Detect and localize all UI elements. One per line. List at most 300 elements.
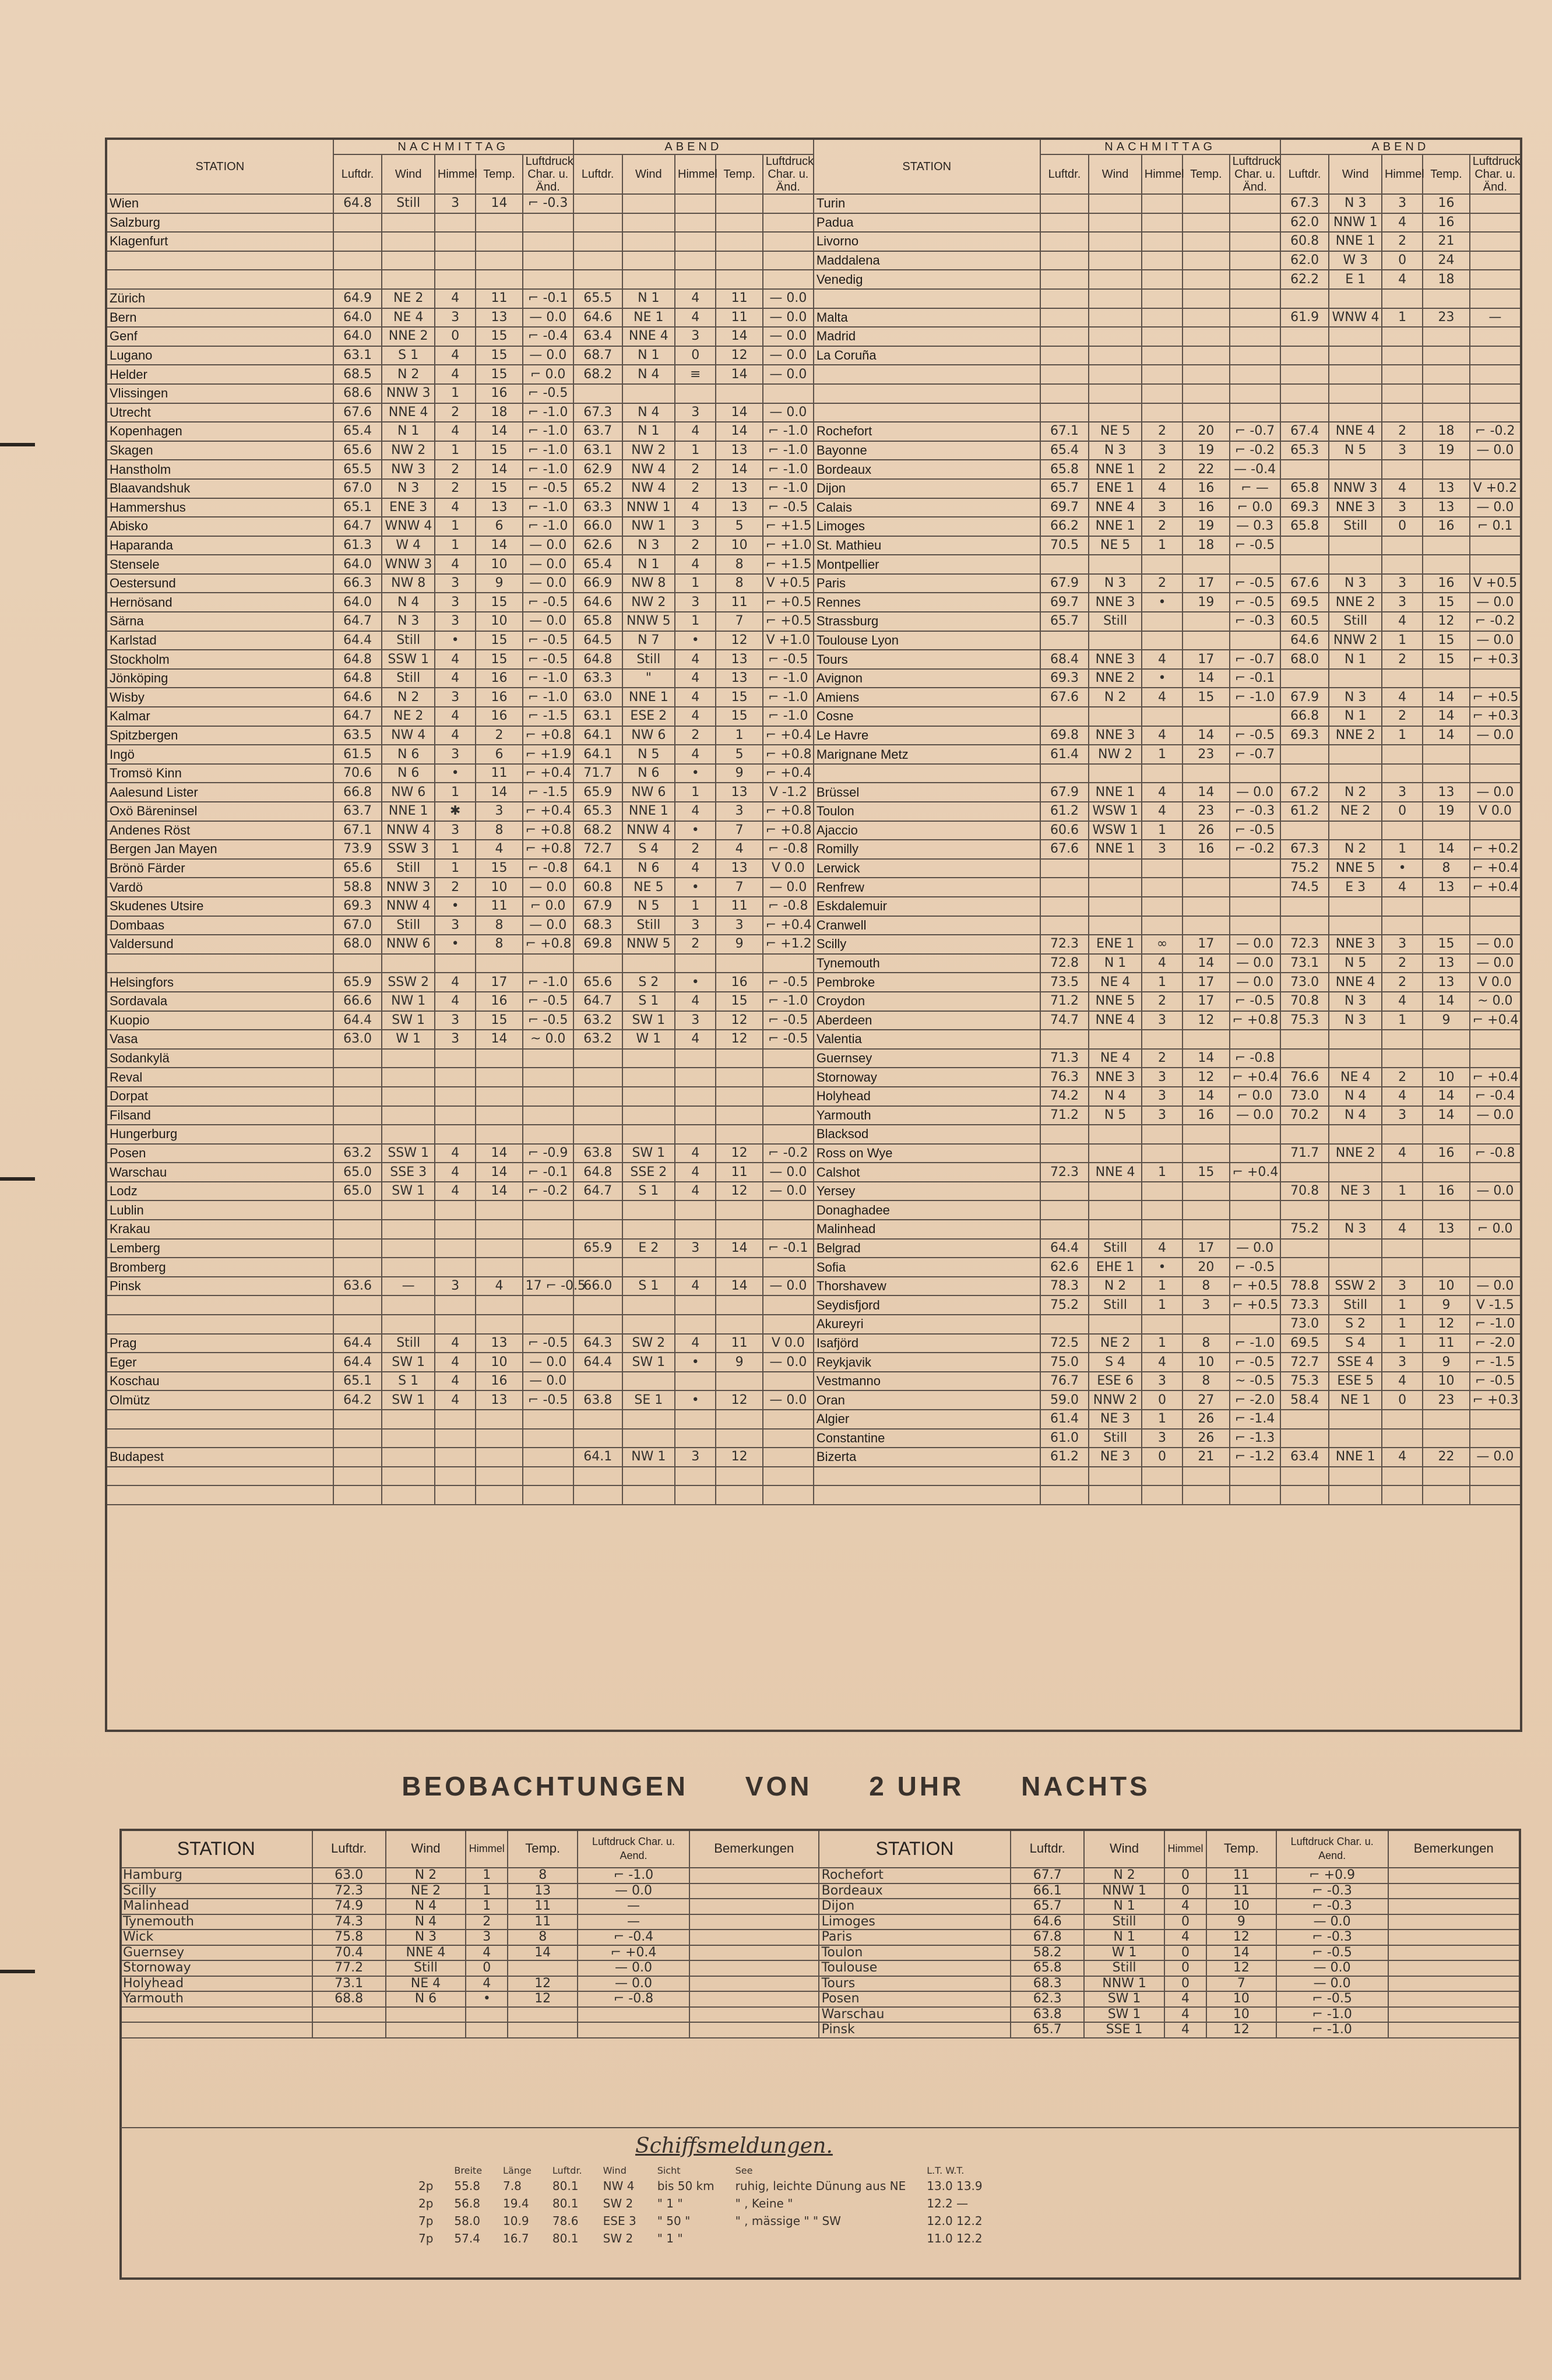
ship-reports-table bbox=[408, 2163, 993, 2247]
wind-value: WSW 1 bbox=[1089, 802, 1141, 821]
temp-value: 16 bbox=[476, 669, 522, 688]
temp-value: 26 bbox=[1183, 1429, 1229, 1448]
luftdr-value: 75.0 bbox=[1040, 1353, 1089, 1372]
himmel-value: 3 bbox=[435, 612, 476, 631]
pressure-change-value: ⌐ -1.0 bbox=[763, 479, 814, 498]
pressure-change-value: ⌐ -0.5 bbox=[763, 1011, 814, 1030]
luftdr-value: 64.7 bbox=[573, 992, 622, 1011]
pressure-change-value: ⌐ -1.0 bbox=[578, 1868, 689, 1883]
wind-value: W 3 bbox=[1329, 251, 1381, 270]
temp-value: 24 bbox=[1423, 251, 1469, 270]
temp-value: 22 bbox=[1423, 1448, 1469, 1467]
pressure-change-value: ⌐ -0.4 bbox=[578, 1930, 689, 1945]
station-name: Vasa bbox=[107, 1030, 333, 1049]
station-name: Thorshavew bbox=[814, 1277, 1040, 1296]
wind-value: SSE 1 bbox=[1084, 2022, 1164, 2038]
himmel-value: 4 bbox=[1142, 1353, 1183, 1372]
wind-value: SSE 2 bbox=[622, 1163, 675, 1182]
himmel-value: 4 bbox=[1382, 688, 1423, 707]
ship-report-value: 80.1 bbox=[552, 2196, 579, 2210]
station-name: St. Mathieu bbox=[814, 536, 1040, 555]
main-frame bbox=[105, 138, 1522, 1732]
luftdr-value: 70.2 bbox=[1280, 1106, 1329, 1125]
pressure-change-value: — 0.0 bbox=[1276, 1960, 1388, 1976]
station-name: Stockholm bbox=[107, 650, 333, 669]
himmel-value: 1 bbox=[675, 574, 716, 593]
station-name: Toulon bbox=[819, 1945, 1011, 1961]
temp-value: 13 bbox=[716, 783, 762, 802]
station-name: Tours bbox=[819, 1976, 1011, 1992]
ship-report-value: 80.1 bbox=[552, 2231, 579, 2245]
ship-reports-body bbox=[408, 2163, 993, 2247]
pressure-change-value: ⌐ +1.5 bbox=[763, 555, 814, 574]
temp-value: 10 bbox=[1206, 1899, 1276, 1914]
wind-value: Still bbox=[386, 1960, 466, 1976]
luftdr-value: 73.1 bbox=[312, 1976, 386, 1992]
wind-value: N 5 bbox=[1089, 1106, 1141, 1125]
station-name: Vestmanno bbox=[814, 1372, 1040, 1391]
wind-value: N 1 bbox=[622, 346, 675, 365]
temp-value: 14 bbox=[716, 1277, 762, 1296]
wind-value: NNE 4 bbox=[386, 1945, 466, 1961]
himmel-value: 3 bbox=[1382, 1106, 1423, 1125]
temp-value: 13 bbox=[476, 498, 522, 517]
luftdr-value: 65.4 bbox=[573, 555, 622, 574]
wind-value: NNW 4 bbox=[382, 897, 434, 916]
wind-value: N 3 bbox=[1329, 574, 1381, 593]
wind-value: N 2 bbox=[1329, 783, 1381, 802]
temp-value: 11 bbox=[1206, 1883, 1276, 1899]
temp-value: 14 bbox=[476, 1144, 522, 1163]
wind-value: NNE 3 bbox=[1329, 498, 1381, 517]
temp-value: 8 bbox=[476, 916, 522, 935]
luftdr-value: 65.1 bbox=[333, 1372, 382, 1391]
pressure-change-value: ⌐ -1.0 bbox=[1276, 2007, 1388, 2023]
pressure-change-value: — 0.0 bbox=[523, 346, 573, 365]
himmel-value: 1 bbox=[435, 536, 476, 555]
pressure-change-value: ⌐ -0.5 bbox=[1276, 1991, 1388, 2007]
luftdr-value: 67.6 bbox=[333, 403, 382, 423]
temp-value: 10 bbox=[476, 1353, 522, 1372]
himmel-value: 1 bbox=[435, 783, 476, 802]
temp-value: 14 bbox=[716, 327, 762, 346]
station-name: Montpellier bbox=[814, 555, 1040, 574]
pressure-change-value: ⌐ -1.0 bbox=[523, 517, 573, 536]
wind-value: NE 1 bbox=[622, 308, 675, 328]
luftdr-value: 70.6 bbox=[333, 764, 382, 783]
ship-report-value bbox=[725, 2230, 917, 2247]
himmel-value: 2 bbox=[1142, 992, 1183, 1011]
station-name: Isafjörd bbox=[814, 1334, 1040, 1353]
wind-value: NW 1 bbox=[622, 1448, 675, 1467]
temp-value: 12 bbox=[1423, 1315, 1469, 1334]
himmel-value: • bbox=[1382, 859, 1423, 878]
pressure-change-value: ⌐ +0.5 bbox=[1470, 688, 1521, 707]
luftdr-value: 64.1 bbox=[573, 745, 622, 764]
luftdr-value: 63.2 bbox=[333, 1144, 382, 1163]
wind-value: ENE 1 bbox=[1089, 935, 1141, 954]
pressure-change-value: ⌐ +0.4 bbox=[523, 764, 573, 783]
temp-value: 16 bbox=[1423, 213, 1469, 233]
wind-value: SW 1 bbox=[382, 1011, 434, 1030]
himmel-value: 1 bbox=[1142, 1277, 1183, 1296]
luftdr-value: 58.8 bbox=[333, 878, 382, 897]
himmel-value: 3 bbox=[675, 916, 716, 935]
himmel-value: 2 bbox=[675, 726, 716, 745]
pressure-change-value: ⌐ -1.0 bbox=[763, 707, 814, 726]
pressure-change-value: ⌐ -1.0 bbox=[1230, 688, 1280, 707]
ship-report-row bbox=[408, 2177, 993, 2195]
himmel-value: 3 bbox=[1142, 1106, 1183, 1125]
bemerkungen-header: Bemerkungen bbox=[689, 1829, 819, 1868]
luftdr-value: 63.7 bbox=[573, 422, 622, 441]
wind-value: N 4 bbox=[1329, 1087, 1381, 1106]
pressure-change-value: ⌐ -1.0 bbox=[763, 441, 814, 460]
ship-report-row bbox=[408, 2230, 993, 2247]
himmel-value: 4 bbox=[1142, 954, 1183, 973]
temp-value: 9 bbox=[476, 574, 522, 593]
luftdr-value: 70.8 bbox=[1280, 1182, 1329, 1201]
himmel-value: 4 bbox=[435, 973, 476, 992]
wind-value: NW 4 bbox=[622, 479, 675, 498]
luftdr-value: 60.8 bbox=[573, 878, 622, 897]
wind-value: NNE 3 bbox=[1089, 1068, 1141, 1087]
temp-value: 16 bbox=[1183, 1106, 1229, 1125]
pressure-change-value: — 0.0 bbox=[523, 574, 573, 593]
station-name: Pinsk bbox=[819, 2022, 1011, 2038]
temp-value: 16 bbox=[1423, 517, 1469, 536]
temp-value: 13 bbox=[1423, 1220, 1469, 1239]
temp-value: 15 bbox=[476, 650, 522, 669]
wind-value: NNW 3 bbox=[382, 384, 434, 403]
himmel-value: 1 bbox=[466, 1868, 508, 1883]
luftdr-value: 63.3 bbox=[573, 669, 622, 688]
pressure-change-value: ⌐ -1.3 bbox=[1230, 1429, 1280, 1448]
luftdr-value: 58.4 bbox=[1280, 1390, 1329, 1410]
wind-value: N 3 bbox=[1329, 1220, 1381, 1239]
wind-value: NE 2 bbox=[1089, 1334, 1141, 1353]
pressure-change-value: — 0.0 bbox=[763, 1353, 814, 1372]
ship-column-header: Länge bbox=[503, 2164, 532, 2176]
wind-value: W 1 bbox=[382, 1030, 434, 1049]
temp-value: 19 bbox=[1183, 593, 1229, 612]
ship-report-value: ESE 3 bbox=[603, 2214, 636, 2228]
luftdr-value: 64.7 bbox=[333, 612, 382, 631]
pressure-change-value: ⌐ -1.0 bbox=[523, 669, 573, 688]
pressure-change-value: — bbox=[578, 1899, 689, 1914]
temp-value: 14 bbox=[1183, 783, 1229, 802]
temp-value: 10 bbox=[476, 878, 522, 897]
wind-value: Still bbox=[1329, 612, 1381, 631]
pressure-change-value: ⌐ -0.5 bbox=[1230, 593, 1280, 612]
himmel-header: Himmel bbox=[466, 1829, 508, 1868]
pressure-change-value: ⌐ +0.8 bbox=[1230, 1011, 1280, 1030]
station-name: Malta bbox=[814, 308, 1040, 328]
temp-value: 16 bbox=[1423, 194, 1469, 213]
ship-report-value: 12.0 12.2 bbox=[927, 2214, 983, 2228]
temp-value: 10 bbox=[1206, 2007, 1276, 2023]
luftdr-value: 62.3 bbox=[1011, 1991, 1084, 2007]
station-name: Klagenfurt bbox=[107, 232, 333, 251]
temp-value: 15 bbox=[476, 441, 522, 460]
ship-report-value: 58.0 bbox=[454, 2214, 480, 2228]
wind-value: NE 4 bbox=[1329, 1068, 1381, 1087]
temp-value: 26 bbox=[1183, 1410, 1229, 1429]
himmel-value: 4 bbox=[435, 498, 476, 517]
pressure-change-value: ⌐ +0.8 bbox=[523, 935, 573, 954]
himmel-value: 4 bbox=[466, 1945, 508, 1961]
luftdr-value: 67.9 bbox=[573, 897, 622, 916]
himmel-value: 0 bbox=[1164, 1960, 1206, 1976]
station-name: Haparanda bbox=[107, 536, 333, 555]
temp-value: 14 bbox=[1423, 1087, 1469, 1106]
temp-value: 12 bbox=[716, 1030, 762, 1049]
pressure-change-value: — 0.0 bbox=[1470, 1448, 1521, 1467]
pressure-change-value: ⌐ +0.5 bbox=[1230, 1277, 1280, 1296]
temp-value: 15 bbox=[476, 631, 522, 650]
luftdr-value: 64.7 bbox=[573, 1182, 622, 1201]
luftdr-value: 72.5 bbox=[1040, 1334, 1089, 1353]
ship-report-value: 55.8 bbox=[454, 2179, 480, 2193]
wind-value: Still bbox=[1084, 1914, 1164, 1930]
pressure-change-value: — 0.0 bbox=[763, 403, 814, 423]
luftdr-value: 68.4 bbox=[1040, 650, 1089, 669]
temp-value: 15 bbox=[476, 1011, 522, 1030]
abend-header: ABEND bbox=[573, 139, 814, 154]
temp-value: 16 bbox=[1183, 479, 1229, 498]
station-name: Yersey bbox=[814, 1182, 1040, 1201]
wind-value: NW 1 bbox=[382, 992, 434, 1011]
luftdr-value: 64.7 bbox=[333, 707, 382, 726]
himmel-value: 4 bbox=[1142, 783, 1183, 802]
himmel-value: 0 bbox=[675, 346, 716, 365]
himmel-value: 4 bbox=[435, 650, 476, 669]
himmel-value: 4 bbox=[435, 1353, 476, 1372]
himmel-value: 3 bbox=[675, 1011, 716, 1030]
temp-value: 11 bbox=[508, 1914, 578, 1930]
station-name: Karlstad bbox=[107, 631, 333, 650]
luftdr-value: 63.3 bbox=[573, 498, 622, 517]
pressure-change-value: ⌐ -0.5 bbox=[523, 1334, 573, 1353]
wind-value: N 4 bbox=[386, 1899, 466, 1914]
temp-value: 18 bbox=[1183, 536, 1229, 555]
temp-value: 23 bbox=[1183, 745, 1229, 764]
pressure-change-value: ⌐ +0.3 bbox=[1470, 650, 1521, 669]
himmel-value: 1 bbox=[1382, 1182, 1423, 1201]
himmel-value: 4 bbox=[435, 669, 476, 688]
luftdr-value: 70.8 bbox=[1280, 992, 1329, 1011]
himmel-value: 4 bbox=[435, 1334, 476, 1353]
ship-reports-title: Schiffsmeldungen. bbox=[635, 2134, 833, 2158]
station-name: Bergen Jan Mayen bbox=[107, 840, 333, 859]
station-name: Utrecht bbox=[107, 403, 333, 423]
luftdr-value: 73.3 bbox=[1280, 1295, 1329, 1315]
temp-value: 15 bbox=[1183, 1163, 1229, 1182]
station-name: Sofia bbox=[814, 1258, 1040, 1277]
station-name: Guernsey bbox=[814, 1049, 1040, 1068]
wind-value: SW 1 bbox=[382, 1353, 434, 1372]
himmel-value: 4 bbox=[1164, 2007, 1206, 2023]
pressure-change-value: ⌐ +0.2 bbox=[1470, 840, 1521, 859]
pressure-change-value: ⌐ -1.0 bbox=[763, 669, 814, 688]
pressure-change-value: ⌐ -0.3 bbox=[1230, 612, 1280, 631]
wind-value: NE 5 bbox=[622, 878, 675, 897]
luftdr-value: 71.7 bbox=[1280, 1144, 1329, 1163]
temp-header: Temp. bbox=[1183, 154, 1229, 194]
pressure-change-value: ⌐ -0.2 bbox=[1230, 441, 1280, 460]
temp-value: 13 bbox=[716, 650, 762, 669]
station-name: Holyhead bbox=[814, 1087, 1040, 1106]
station-name: Tours bbox=[814, 650, 1040, 669]
wind-header: Wind bbox=[382, 154, 434, 194]
himmel-value: 4 bbox=[1382, 1372, 1423, 1391]
himmel-value: 4 bbox=[435, 1390, 476, 1410]
luftdr-value: 65.3 bbox=[1280, 441, 1329, 460]
pressure-change-value: — 0.0 bbox=[763, 878, 814, 897]
station-name: Limoges bbox=[819, 1914, 1011, 1930]
himmel-value: 4 bbox=[1382, 992, 1423, 1011]
luftdr-value: 69.7 bbox=[1040, 593, 1089, 612]
temp-value: 14 bbox=[1183, 954, 1229, 973]
temp-value: 11 bbox=[716, 1334, 762, 1353]
station-name: Hammershus bbox=[107, 498, 333, 517]
luftdr-header: Luftdr. bbox=[333, 154, 382, 194]
wind-value: NE 3 bbox=[1089, 1410, 1141, 1429]
luftdr-value: 64.7 bbox=[333, 517, 382, 536]
wind-value: E 1 bbox=[1329, 270, 1381, 289]
luftdr-value: 65.5 bbox=[333, 460, 382, 479]
pressure-change-value: ⌐ +0.4 bbox=[1230, 1068, 1280, 1087]
station-name: Scilly bbox=[814, 935, 1040, 954]
pressure-change-value: ⌐ -2.0 bbox=[1230, 1390, 1280, 1410]
luftdr-value: 65.9 bbox=[333, 973, 382, 992]
luftdr-value: 66.8 bbox=[1280, 707, 1329, 726]
temp-value: 16 bbox=[476, 1372, 522, 1391]
luftdr-value: 70.4 bbox=[312, 1945, 386, 1961]
luftdr-value: 64.1 bbox=[573, 1448, 622, 1467]
pressure-change-value: ⌐ -0.2 bbox=[1470, 422, 1521, 441]
himmel-header: Himmel bbox=[1142, 154, 1183, 194]
himmel-value: 4 bbox=[675, 308, 716, 328]
temp-value: 9 bbox=[1206, 1914, 1276, 1930]
ship-report-value: 2p bbox=[418, 2196, 434, 2210]
wind-value: N 3 bbox=[1089, 574, 1141, 593]
luftdr-value: 67.2 bbox=[1280, 783, 1329, 802]
wind-value: N 6 bbox=[382, 745, 434, 764]
pressure-change-value: ⌐ +1.5 bbox=[763, 517, 814, 536]
ship-report-value: " 1 " bbox=[657, 2196, 683, 2210]
luftdr-value: 61.2 bbox=[1280, 802, 1329, 821]
wind-value: SSW 1 bbox=[382, 1144, 434, 1163]
luftdr-value: 72.7 bbox=[1280, 1353, 1329, 1372]
ship-report-value: 7p bbox=[418, 2231, 434, 2245]
himmel-value: 0 bbox=[1164, 1945, 1206, 1961]
pressure-change-value: ⌐ -0.5 bbox=[763, 1030, 814, 1049]
pressure-change-value: — 0.0 bbox=[1276, 1914, 1388, 1930]
temp-value: 13 bbox=[716, 859, 762, 878]
himmel-value: 1 bbox=[1382, 308, 1423, 328]
pressure-change-value: V +0.5 bbox=[763, 574, 814, 593]
luftdr-header: Luftdr. bbox=[1280, 154, 1329, 194]
luftdr-value: 68.3 bbox=[573, 916, 622, 935]
wind-value: NNE 1 bbox=[382, 802, 434, 821]
station-name: Tromsö Kinn bbox=[107, 764, 333, 783]
wind-value: E 3 bbox=[1329, 878, 1381, 897]
wind-value: S 4 bbox=[1329, 1334, 1381, 1353]
himmel-value: 3 bbox=[1142, 498, 1183, 517]
luftdr-value: 68.2 bbox=[573, 365, 622, 384]
wind-value: NNE 1 bbox=[1329, 1448, 1381, 1467]
himmel-value: 4 bbox=[675, 859, 716, 878]
temp-value: 17 bbox=[1183, 935, 1229, 954]
temp-value: 7 bbox=[716, 878, 762, 897]
station-name: Guernsey bbox=[120, 1945, 312, 1961]
temp-value: 12 bbox=[1183, 1011, 1229, 1030]
himmel-value: 4 bbox=[1382, 1220, 1423, 1239]
temp-value: 4 bbox=[476, 840, 522, 859]
station-name: Oran bbox=[814, 1390, 1040, 1410]
ship-report-value: 2p bbox=[418, 2179, 434, 2193]
temp-value: 8 bbox=[1183, 1372, 1229, 1391]
station-name: Kopenhagen bbox=[107, 422, 333, 441]
station-name: Bromberg bbox=[107, 1258, 333, 1277]
wind-value: NNW 1 bbox=[1084, 1976, 1164, 1992]
wind-value: Still bbox=[382, 859, 434, 878]
station-name: Koschau bbox=[107, 1372, 333, 1391]
luftdr-value: 63.0 bbox=[573, 688, 622, 707]
temp-value: 12 bbox=[716, 1144, 762, 1163]
station-name: Salzburg bbox=[107, 213, 333, 233]
pressure-change-value: — 0.0 bbox=[763, 308, 814, 328]
temp-value: 18 bbox=[1423, 422, 1469, 441]
himmel-value: 3 bbox=[675, 1448, 716, 1467]
wind-value: Still bbox=[382, 631, 434, 650]
himmel-value: 0 bbox=[435, 327, 476, 346]
luftdr-value: 72.3 bbox=[1280, 935, 1329, 954]
temp-value: 8 bbox=[716, 555, 762, 574]
temp-header: Temp. bbox=[508, 1829, 578, 1868]
wind-value: N 1 bbox=[622, 422, 675, 441]
wind-value: Still bbox=[1329, 517, 1381, 536]
pressure-change-value: — 0.0 bbox=[1230, 973, 1280, 992]
wind-header: Wind bbox=[1329, 154, 1381, 194]
pressure-change-value: ⌐ +0.4 bbox=[763, 764, 814, 783]
temp-value: 7 bbox=[716, 821, 762, 840]
temp-value: 14 bbox=[1183, 1087, 1229, 1106]
wind-value: ENE 3 bbox=[382, 498, 434, 517]
luftdr-value: 66.3 bbox=[333, 574, 382, 593]
himmel-value: 4 bbox=[1382, 270, 1423, 289]
temp-value: 16 bbox=[476, 992, 522, 1011]
luftdr-value: 66.9 bbox=[573, 574, 622, 593]
himmel-value: 4 bbox=[675, 1030, 716, 1049]
himmel-value: 4 bbox=[675, 745, 716, 764]
pressure-change-value: ⌐ -0.1 bbox=[523, 1163, 573, 1182]
wind-value: Still bbox=[382, 194, 434, 213]
station-name: Prag bbox=[107, 1334, 333, 1353]
pressure-change-value: ⌐ +0.8 bbox=[523, 840, 573, 859]
pressure-change-value: ⌐ -0.3 bbox=[1276, 1883, 1388, 1899]
himmel-value: ∞ bbox=[1142, 935, 1183, 954]
station-name: La Coruña bbox=[814, 346, 1040, 365]
station-name: Bordeaux bbox=[819, 1883, 1011, 1899]
himmel-value: 3 bbox=[435, 1277, 476, 1296]
station-name: Warschau bbox=[107, 1163, 333, 1182]
station-name: Kuopio bbox=[107, 1011, 333, 1030]
luftdr-value: 67.9 bbox=[1280, 688, 1329, 707]
luftdr-value: 65.1 bbox=[333, 498, 382, 517]
luftdr-value: 65.7 bbox=[1040, 479, 1089, 498]
